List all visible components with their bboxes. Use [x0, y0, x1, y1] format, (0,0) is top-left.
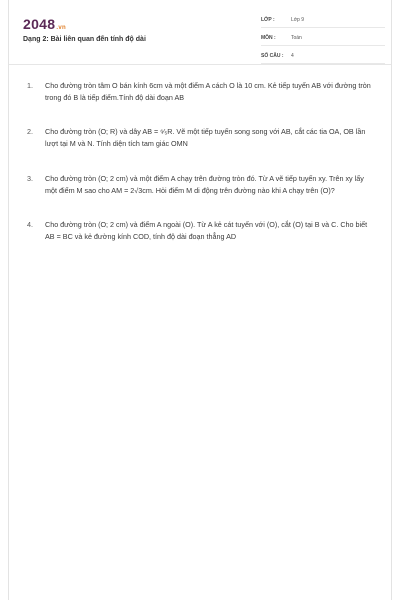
- question-number: 2.: [27, 127, 33, 136]
- question-text: Cho đường tròn (O; 2 cm) và điểm A ngoài (O). Từ A kẻ cát tuyến với (O), cắt (O) tại B và C. Cho biết AB = BC và kẻ đường kính COD, tính độ dài đoạn thẳng AD: [45, 220, 368, 241]
- meta-value-question-count: 4: [291, 53, 294, 59]
- document-title: Dạng 2: Bài liên quan đến tính độ dài: [23, 36, 146, 43]
- question-number: 1.: [27, 81, 33, 90]
- question-text: Cho đường tròn (O; R) và dây AB = ⁶⁄₅R. Vẽ một tiếp tuyến song song với AB, cắt các tia OA, OB lần lượt tại M và N. Tính diện tích tam giác OMN: [45, 127, 366, 148]
- meta-label-class: LỚP :: [261, 17, 275, 23]
- logo-domain-text: .vn: [56, 25, 66, 31]
- meta-value-class: Lớp 9: [291, 17, 305, 23]
- meta-value-subject: Toán: [291, 35, 302, 41]
- meta-label-question-count: SỐ CÂU :: [261, 53, 284, 59]
- question-list: [27, 80, 377, 242]
- question-item: [27, 80, 377, 103]
- question-item: [27, 219, 377, 242]
- question-number: 4.: [27, 220, 33, 229]
- meta-row-question-count: [261, 50, 385, 64]
- meta-label-subject: MÔN :: [261, 35, 276, 41]
- question-text: Cho đường tròn (O; 2 cm) và một điểm A chạy trên đường tròn đó. Từ A vẽ tiếp tuyến xy. Trên xy lấy một điểm M sao cho AM = 2√3cm. Hỏi điểm M di động trên đường nào khi A chạy trên (O)?: [45, 174, 364, 195]
- meta-row-class: [261, 14, 385, 28]
- question-item: [27, 126, 377, 149]
- question-number: 3.: [27, 174, 33, 183]
- worksheet-page: [8, 0, 392, 600]
- logo-main-text: 2048: [23, 16, 56, 32]
- worksheet-meta: [261, 14, 385, 68]
- question-item: [27, 173, 377, 196]
- meta-row-subject: [261, 32, 385, 46]
- worksheet-header: [9, 0, 391, 65]
- question-text: Cho đường tròn tâm O bán kính 6cm và một điểm A cách O là 10 cm. Kẻ tiếp tuyến AB với đường tròn trong đó B là tiếp điểm.Tính độ dài đoạn AB: [45, 81, 371, 102]
- site-logo[interactable]: [23, 16, 66, 32]
